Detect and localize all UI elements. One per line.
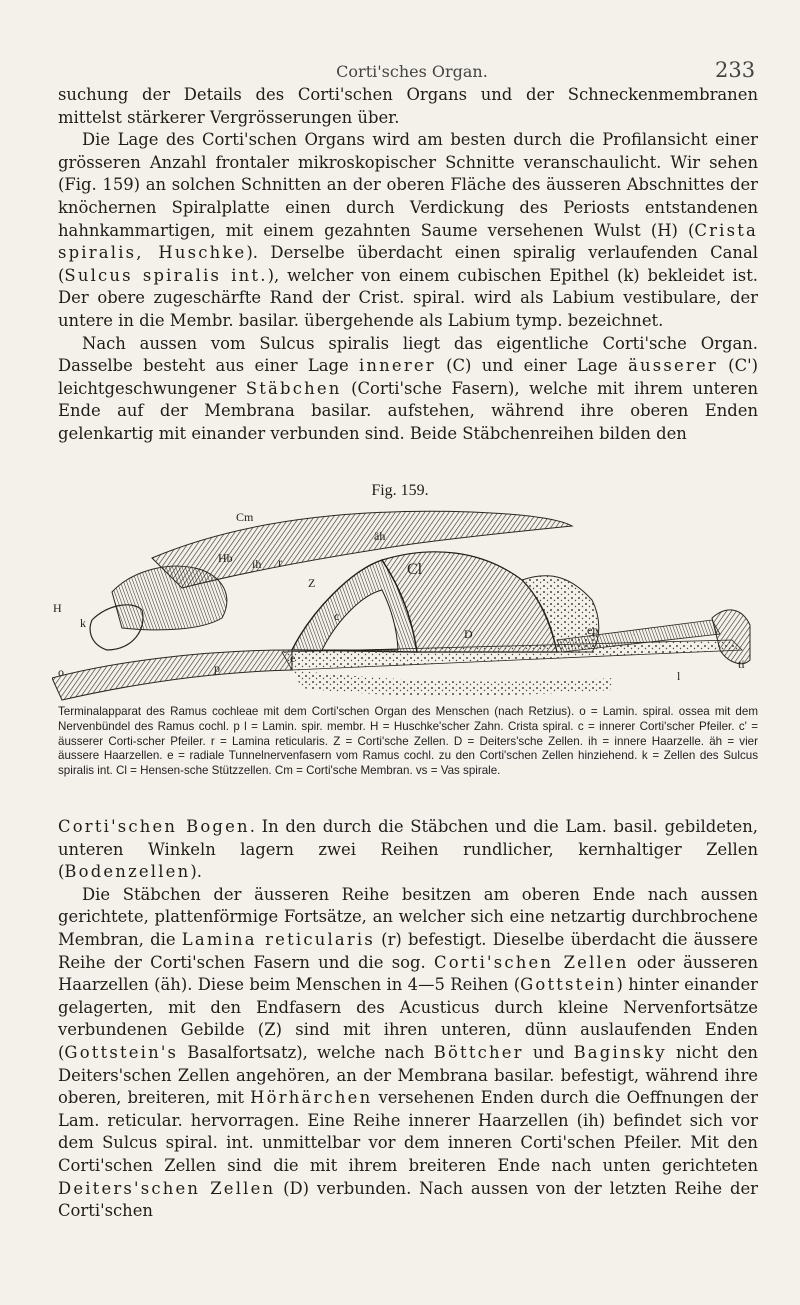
- name-gottstein: Gottstein: [520, 975, 617, 995]
- text-run: (C') leichtgeschwungener: [58, 356, 759, 398]
- text-run: . In den durch die Stäbchen und die Lam. basil. gebildeten, unteren Winkeln lagern zwei Reihen rundlicher, kernhaltiger Zellen (: [58, 817, 758, 882]
- figure-label-cm: Cm: [236, 510, 254, 524]
- text-run: Nach aussen vom Sulcus spiralis liegt das eigentliche Corti'sche Organ. Dasselbe besteht aus einer Lage: [58, 333, 758, 376]
- figure-label-aeh: äh: [374, 529, 386, 543]
- term-bodenzellen: Bodenzellen: [64, 862, 191, 882]
- figure-label: Fig. 159.: [371, 482, 429, 499]
- text-run: (r) befestigt. Dieselbe überdacht die äussere Reihe der Corti'schen Fasern und die sog.: [58, 929, 759, 972]
- figure-label-e: e: [290, 651, 296, 665]
- caption-text: Terminalapparat des Ramus cochleae mit dem Corti'schen Organ des Menschen (nach Retzius). o = Lamin. spiral. ossea mit dem Nervenbündel des Ramus cochl. p l = Lamin. spir. membr. H = Huschke'scher Zahn. Crista spiral. c = innerer Corti'scher Pfeiler. c' = äusserer Corti-scher Pfeiler. r = Lamina reticularis. Z = Corti'sche Zellen. D = Deiters'sche Zellen. ih = innere Haarzelle. äh = vier äussere Haarzellen. e = radiale Tunnelnervenfasern vom Ramus cochl. zu den Corti'schen Zellen hinziehend. k = Zellen des Sulcus spiralis int. Cl = Hensen-sche Stützzellen. Cm = Corti'sche Membran. vs = Vas spirale.: [58, 705, 758, 778]
- figure-label-o: o: [58, 665, 64, 679]
- text-run: ), welcher von einem cubischen Epithel (k) bekleidet ist. Der obere zugeschärfte Rand der Crist. spiral. wird als Labium vestibulare, der untere in die Membr. basilar. übergehende als Labium tymp. bezeichnet.: [58, 265, 758, 330]
- term-ausserer: äusserer: [628, 356, 718, 376]
- paragraph-continuation: suchung der Details des Corti'schen Organs und der Schneckenmembranen mittelst stärkerer Vergrösserungen über.: [58, 85, 758, 127]
- term-deiters-zellen: Deiters'schen Zellen: [58, 1178, 276, 1198]
- text-run: ).: [190, 862, 202, 882]
- histology-drawing: [52, 500, 752, 705]
- text-run: (C) und einer Lage: [435, 356, 629, 376]
- term-sulcus-spiralis: Sulcus spiralis int.: [64, 265, 268, 285]
- name-boettcher: Böttcher: [433, 1042, 524, 1062]
- text-run: (D) verbunden. Nach aussen von der letzten Reihe der Corti'schen: [58, 1178, 758, 1221]
- term-staebchen: Stäbchen: [245, 378, 342, 398]
- text-run: versehenen Enden durch die Oeffnungen der Lam. reticular. hervorragen. Eine Reihe innerer Haarzellen (ih) befindet sich vor dem Sulcus spiral. int. unmittelbar vor dem inneren Corti'schen Pfeiler. Mit den Corti'schen Zellen sind die mit ihrem breiteren Ende nach unten gerichteten: [58, 1088, 758, 1175]
- text-run: ) hinter einander gelagerten, mit den Endfasern des Acusticus durch kleine Nervenfortsätze verbundenen Gebilde (Z) sind mit ihren unteren, dünn auslaufenden Enden (: [58, 975, 758, 1062]
- paragraph-corti-organ: [58, 333, 758, 446]
- figure-label-ep: ep: [587, 623, 599, 637]
- name-gottstein-possessive: Gottstein's: [64, 1042, 179, 1062]
- figure-label-h: H: [53, 601, 62, 615]
- figure-caption: [58, 705, 758, 779]
- body-text-top: [58, 84, 758, 446]
- text-run: Die Stäbchen der äusseren Reihe besitzen am oberen Ende nach aussen gerichtete, plattenförmige Fortsätze, an welcher sich eine netzartig durchbrochene Membran, die: [58, 884, 758, 949]
- figure-label-l: l: [677, 669, 681, 683]
- body-text-bottom: [58, 816, 758, 1223]
- figure-label-ti: ti: [738, 657, 745, 671]
- figure-label-r: r: [278, 555, 282, 569]
- crista-spiralis-shape: [112, 566, 227, 630]
- lower-dotted-layer-shape: [292, 670, 612, 696]
- term-hoerhaerchen: Hörhärchen: [250, 1088, 373, 1108]
- text-run: (Corti'sche Fasern), welche mit ihrem unteren Ende auf der Membrana basilar. aufstehen, während ihre oberen Enden gelenkartig mit einander verbunden sind. Beide Stäbchenreihen bilden den: [58, 378, 758, 443]
- term-innerer: innerer: [358, 356, 436, 376]
- figure-label-ih: ih: [252, 557, 262, 571]
- paragraph-corti-bogen: [58, 816, 758, 884]
- figure-label-cl: Cl: [407, 561, 423, 578]
- figure-label-c: c: [334, 609, 340, 623]
- name-baginsky: Baginsky: [573, 1042, 667, 1062]
- page-number: 233: [715, 58, 756, 82]
- text-run: oder äusseren Haarzellen (äh). Diese beim Menschen in 4—5 Reihen (: [58, 952, 759, 995]
- figure-label-p: p: [214, 661, 220, 675]
- paragraph-lamina-reticularis: [58, 884, 758, 1223]
- lamina-spiralis-ossea-shape: [52, 650, 292, 700]
- figure-label-d: D: [464, 627, 473, 641]
- figure-label-z: Z: [308, 576, 316, 590]
- text-run: und: [523, 1042, 574, 1062]
- term-crista-spiralis: Crista spiralis, Huschke: [58, 220, 758, 263]
- figure-label-k: k: [80, 616, 86, 630]
- text-run: ). Derselbe überdacht einen spiralig verlaufenden Canal (: [58, 243, 758, 285]
- running-header: Corti'sches Organ.: [336, 62, 488, 81]
- term-corti-zellen: Corti'schen Zellen: [433, 952, 629, 972]
- term-corti-bogen: Corti'schen Bogen: [58, 817, 250, 836]
- text-run: Die Lage des Corti'schen Organs wird am besten durch die Profilansicht einer grösseren Anzahl frontaler mikroskopischer Schnitte veranschaulicht. Wir sehen (Fig. 159) an solchen Schnitten an der oberen Fläche des äusseren Abschnittes der knöchernen Spiralplatte einen durch Verdickung des Periosts entstandenen hahnkammartigen, mit einem gezahnten Saume versehenen Wulst (H) (: [58, 130, 758, 240]
- text-run: Basalfortsatz), welche nach: [178, 1042, 434, 1062]
- paragraph-profile-view: [58, 129, 758, 332]
- figure-corti-organ-illustration: [52, 500, 752, 705]
- term-lamina-reticularis: Lamina reticularis: [181, 929, 375, 949]
- figure-label-hb: Hb: [218, 551, 233, 565]
- spiral-ligament-shape: [712, 610, 750, 664]
- text-run: nicht den Deiters'schen Zellen angehören, an der Membrana basilar. befestigt, während ihre oberen, breiteren, mit: [58, 1042, 758, 1108]
